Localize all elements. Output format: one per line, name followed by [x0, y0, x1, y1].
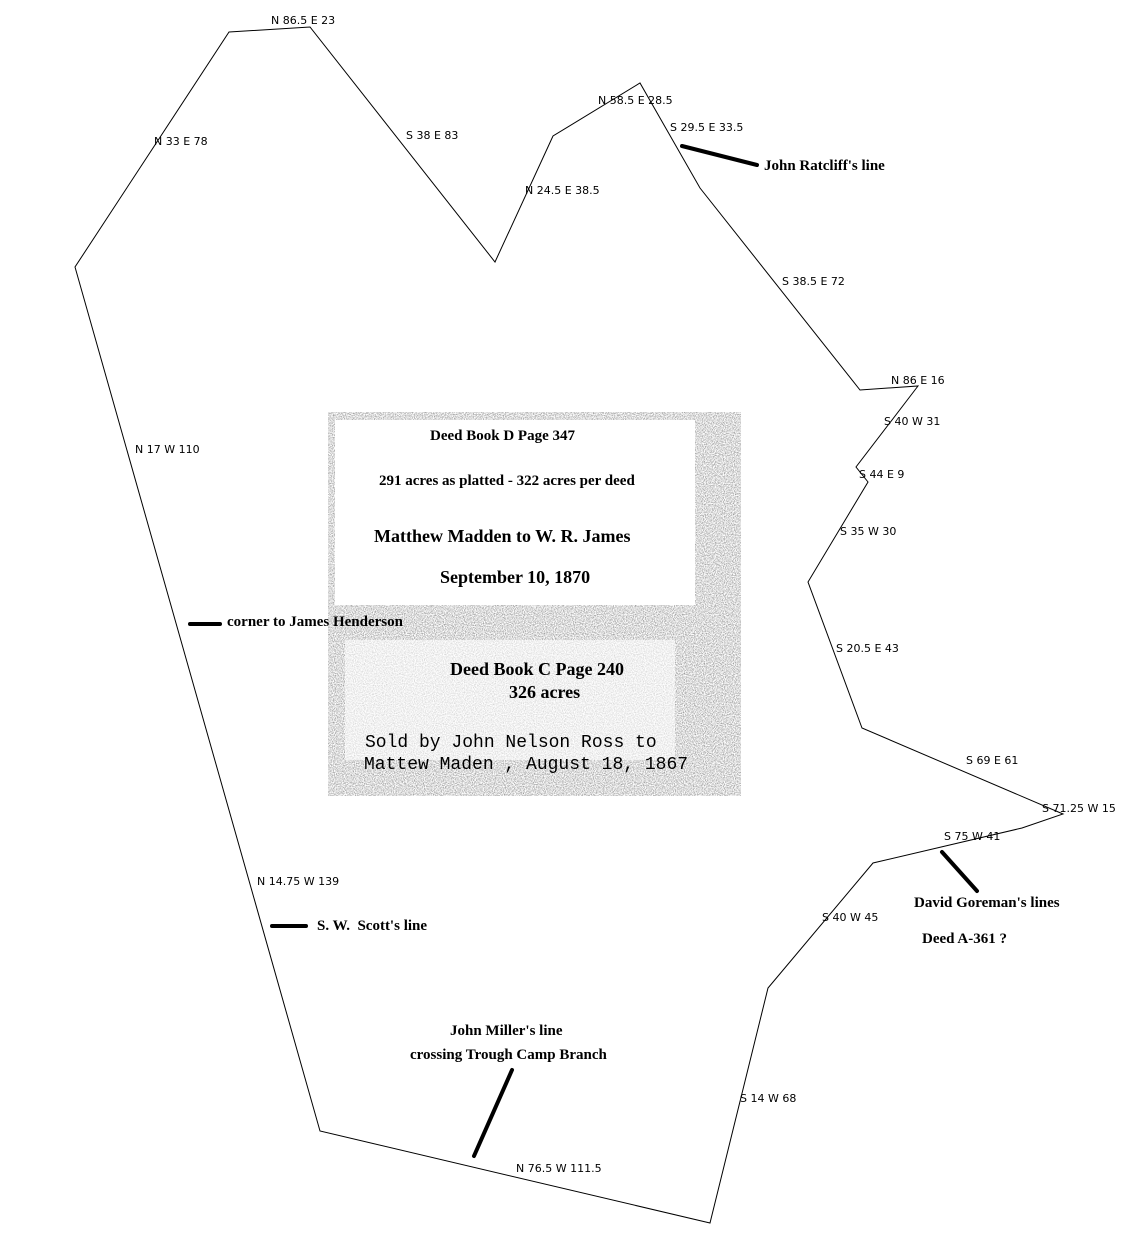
call-label: N 24.5 E 38.5 — [525, 184, 600, 197]
conveyance-1870: Matthew Madden to W. R. James — [374, 526, 631, 546]
call-label: N 76.5 W 111.5 — [516, 1162, 602, 1175]
date-1870: September 10, 1870 — [440, 567, 591, 587]
call-label: N 14.75 W 139 — [257, 875, 340, 888]
goreman-note: David Goreman's lines — [914, 895, 1060, 911]
scott-note: S. W. Scott's line — [317, 918, 428, 934]
call-label: N 33 E 78 — [154, 135, 208, 148]
call-label: S 44 E 9 — [859, 468, 905, 481]
henderson-note: corner to James Henderson — [227, 614, 403, 630]
deed-c-reference: Deed Book C Page 240 — [450, 659, 624, 679]
sale-1867-line-1: Sold by John Nelson Ross to — [365, 733, 657, 753]
call-label: N 86.5 E 23 — [271, 14, 336, 27]
call-label: S 20.5 E 43 — [836, 642, 899, 655]
sale-1867-line-2: Mattew Maden , August 18, 1867 — [364, 755, 689, 775]
ratcliff-line-marker — [682, 146, 757, 165]
call-label: S 35 W 30 — [840, 525, 897, 538]
goreman-line-marker — [942, 852, 977, 891]
deed-a-note: Deed A-361 ? — [922, 931, 1007, 947]
acreage-note: 291 acres as platted - 322 acres per deed — [379, 473, 635, 489]
call-label: S 71.25 W 15 — [1042, 802, 1116, 815]
call-label: S 38.5 E 72 — [782, 275, 845, 288]
acreage-326: 326 acres — [509, 682, 581, 702]
call-label: N 58.5 E 28.5 — [598, 94, 673, 107]
call-label: S 40 W 45 — [822, 911, 879, 924]
deed-d-reference: Deed Book D Page 347 — [430, 428, 575, 444]
call-label: S 69 E 61 — [966, 754, 1019, 767]
miller-line-marker — [474, 1070, 512, 1156]
miller-note-line-1: John Miller's line — [450, 1023, 563, 1039]
ratcliff-note: John Ratcliff's line — [764, 158, 885, 174]
call-label: S 75 W 41 — [944, 830, 1001, 843]
call-label: S 40 W 31 — [884, 415, 941, 428]
call-label: N 17 W 110 — [135, 443, 200, 456]
call-label: S 29.5 E 33.5 — [670, 121, 744, 134]
call-label: N 86 E 16 — [891, 374, 945, 387]
call-label: S 38 E 83 — [406, 129, 459, 142]
call-label: S 14 W 68 — [740, 1092, 797, 1105]
miller-note-line-2: crossing Trough Camp Branch — [410, 1047, 607, 1063]
